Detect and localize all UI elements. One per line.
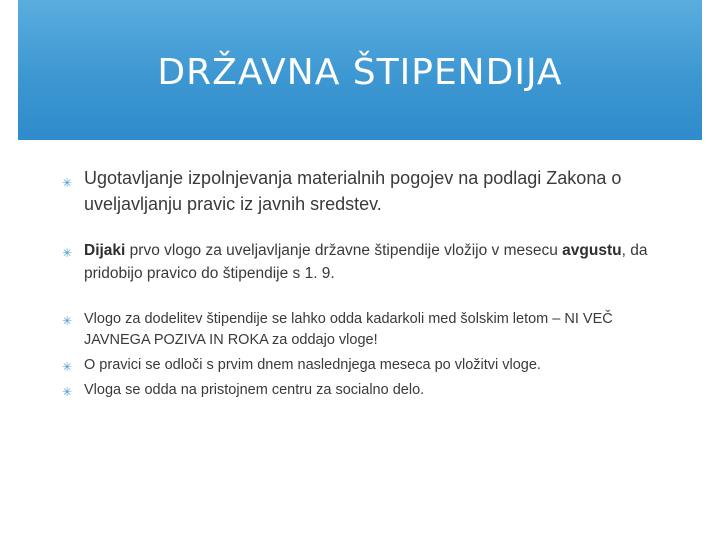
bullet-text-part: , da pridobijo pravico do štipendije s 1. 9. bbox=[84, 242, 648, 282]
bullet-item bbox=[62, 355, 682, 376]
star-bullet-icon: ✳ bbox=[62, 176, 73, 190]
bold-text: Dijaki bbox=[84, 242, 126, 259]
bullet-item bbox=[62, 165, 682, 217]
slide-title: DRŽAVNA ŠTIPENDIJA bbox=[157, 52, 563, 93]
bullet-text bbox=[84, 242, 647, 282]
bullet-list bbox=[62, 165, 682, 405]
star-bullet-icon: ✳ bbox=[62, 246, 73, 260]
star-bullet-icon: ✳ bbox=[62, 360, 73, 374]
bullet-text: Vlogo za dodelitev štipendije se lahko odda kadarkoli med šolskim letom – NI VEČ JAVNEGA POZIVA IN ROKA za oddajo vloge! bbox=[84, 311, 613, 348]
title-banner bbox=[18, 0, 702, 140]
bullet-item bbox=[62, 380, 682, 401]
bold-text: avgustu bbox=[562, 242, 622, 259]
bullet-item bbox=[62, 239, 682, 285]
bullet-text: O pravici se odloči s prvim dnem naslednjega meseca po vložitvi vloge. bbox=[84, 357, 541, 373]
star-bullet-icon: ✳ bbox=[62, 385, 73, 399]
bullet-item bbox=[62, 309, 682, 351]
bullet-text: Ugotavljanje izpolnjevanja materialnih pogojev na podlagi Zakona o uveljavljanju pravic iz javnih sredstev. bbox=[84, 168, 622, 214]
bullet-text-part: prvo vlogo za uveljavljanje državne štipendije vložijo v mesecu bbox=[125, 242, 563, 259]
bullet-text: Vloga se odda na pristojnem centru za socialno delo. bbox=[84, 382, 425, 398]
star-bullet-icon: ✳ bbox=[62, 314, 73, 328]
